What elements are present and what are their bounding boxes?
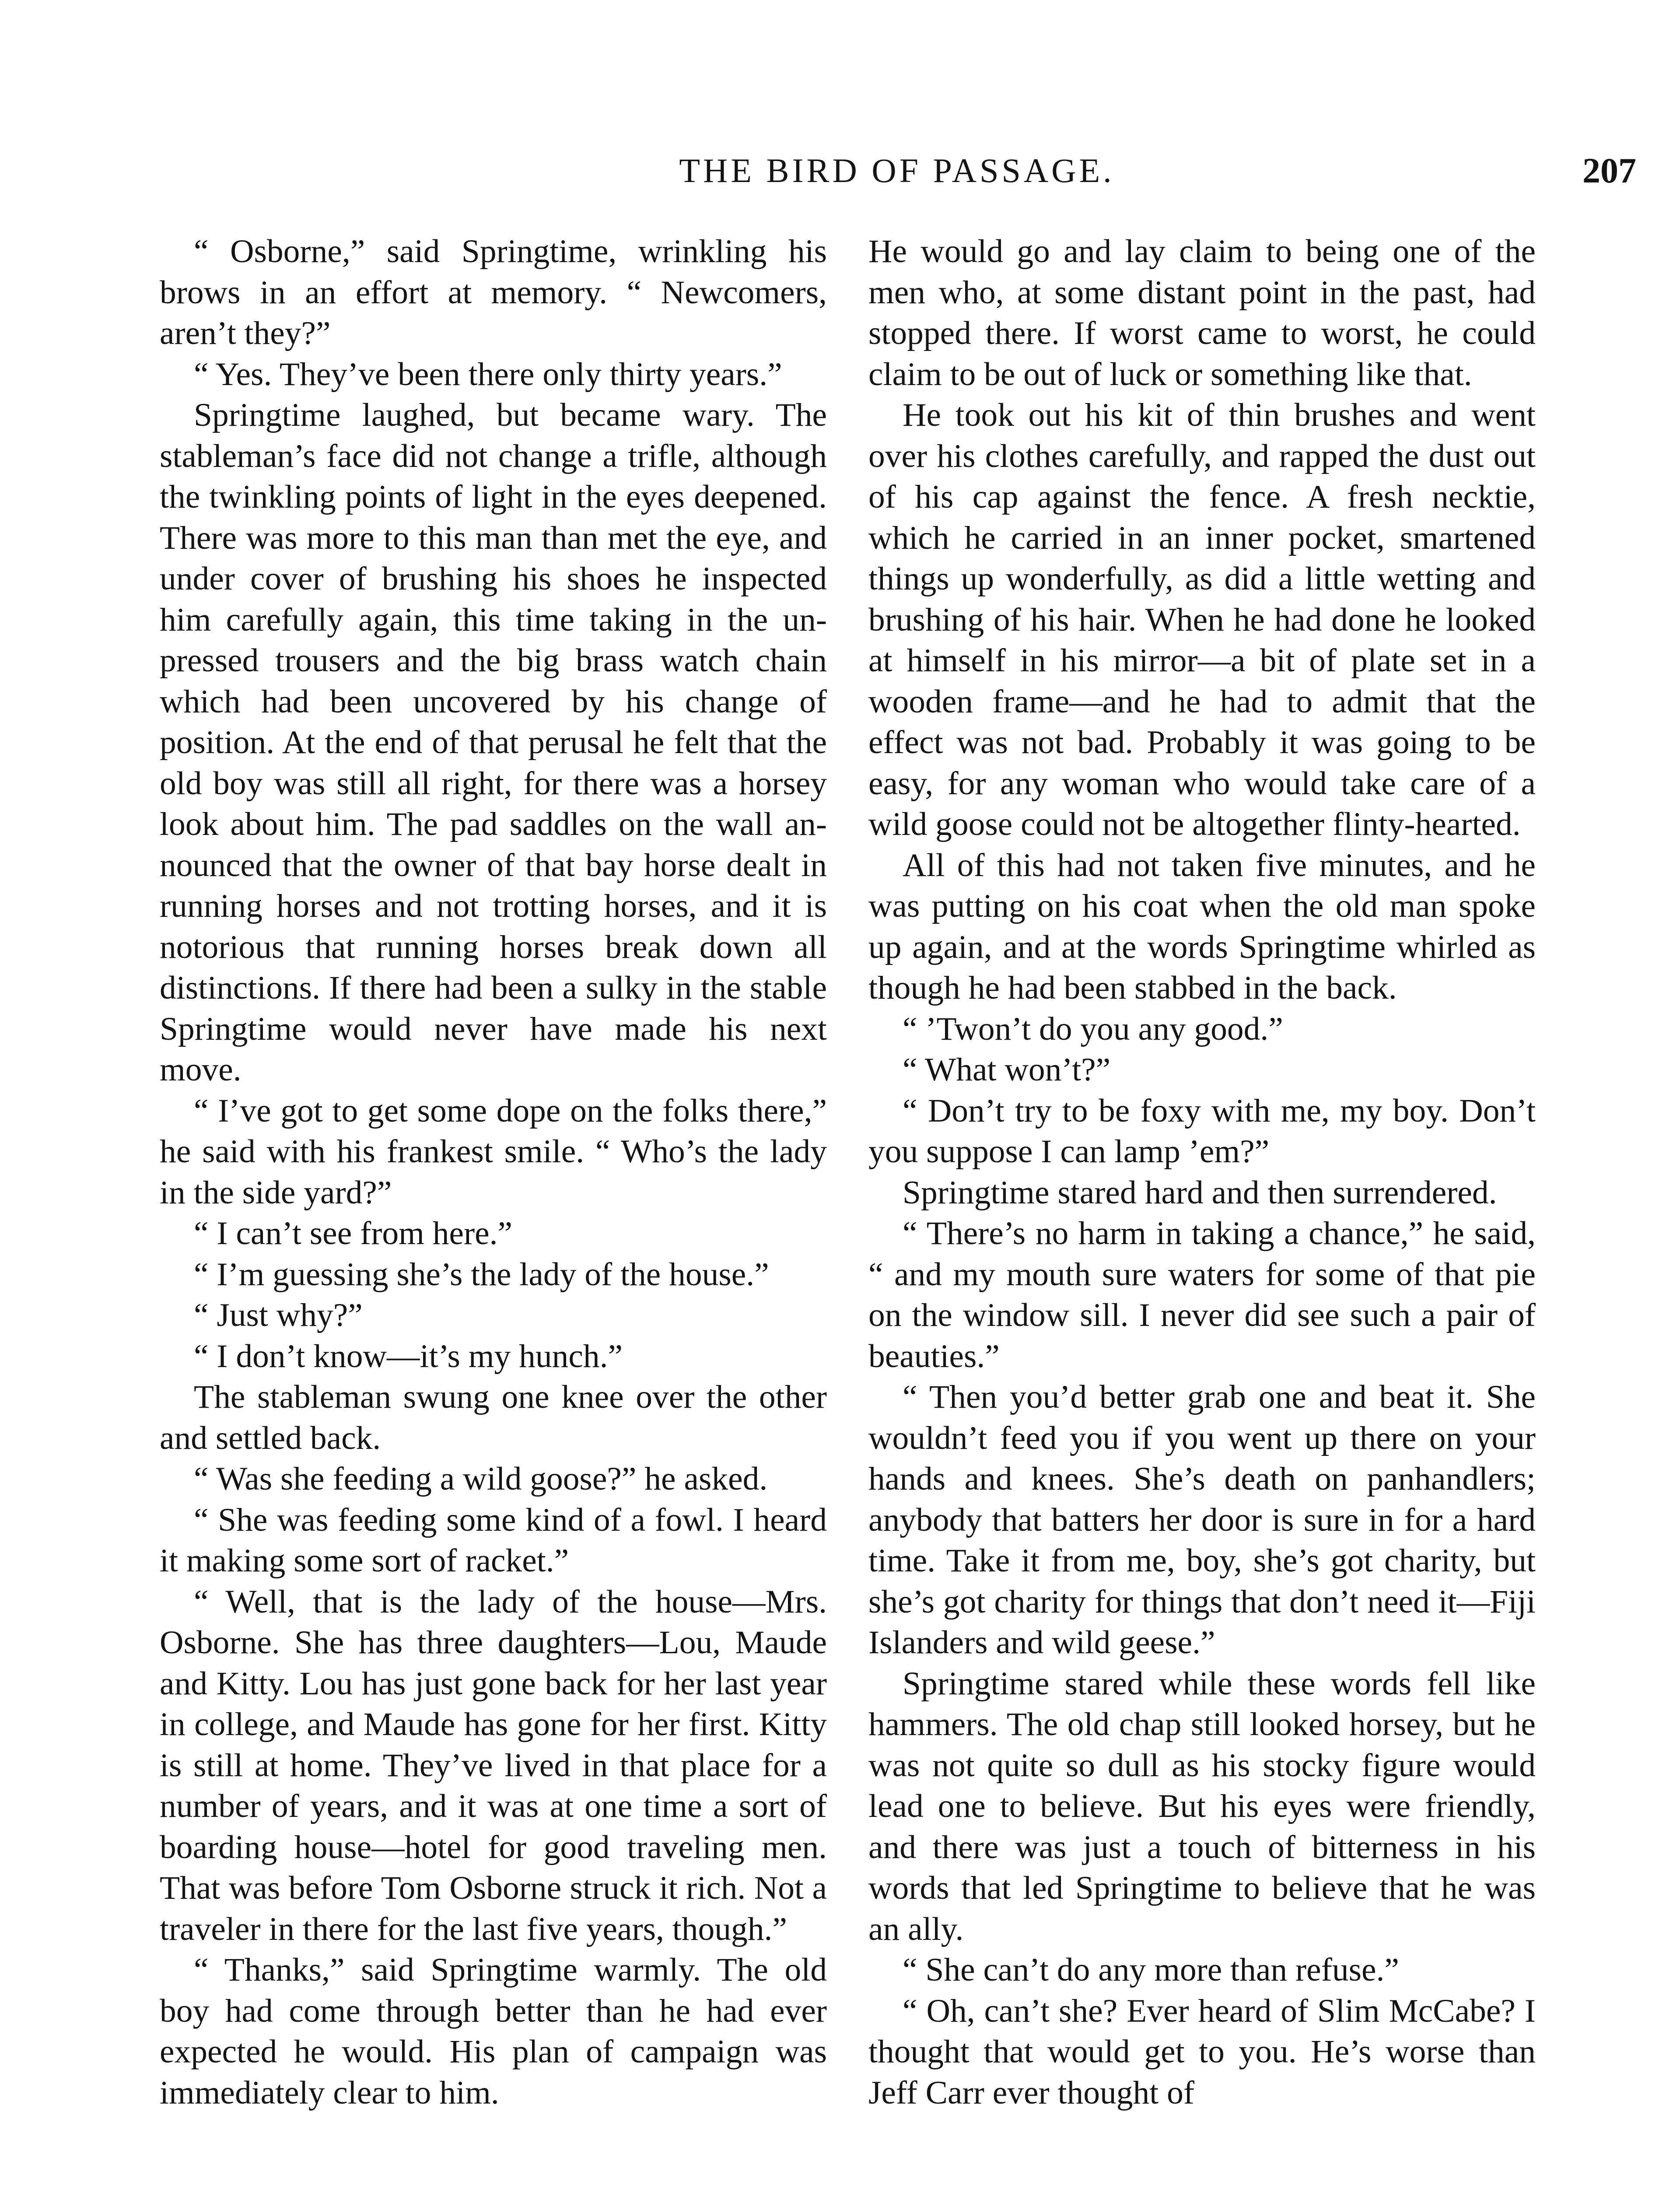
paragraph: “ Osborne,” said Springtime, wrinkling his brows in an effort at memory. “ Newcomers, aren’t they?” [160, 233, 827, 351]
paragraph: Springtime laughed, but became wary. The stableman’s face did not change a trifle, although the twinkling points of light in the eyes deepened. There was more to this man than met the eye, and under cover of brushing his shoes he inspected him carefully again, this time taking in the unpressed trousers and the big brass watch chain which had been uncovered by his change of position. At the end of that perusal he felt that the old boy was still all right, for there was a horsey look about him. The pad saddles on the wall announced that the owner of that bay horse dealt in running horses and not trotting horses, and it is notorious that running horses break down all distinctions. If there had been a sulky in the stable Springtime would never have made his next move. [160, 397, 827, 1088]
paragraph: “ She was feeding some kind of a fowl. I heard it making some sort of racket.” [160, 1501, 827, 1579]
paragraph: “ She can’t do any more than refuse.” [903, 1952, 1399, 1988]
continued-paragraph: He would go and lay claim to being one of the men who, at some distant point in the past, had stopped there. If worst came to worst, he could claim to be out of luck or something like that. [868, 233, 1536, 393]
paragraph: “ There’s no harm in taking a chance,” he said, “ and my mouth sure waters for some of that pie on the window sill. I never did see such a pair of beauties.” [868, 1215, 1536, 1375]
paragraph: Springtime stared while these words fell like hammers. The old chap still looked horsey, but he was not quite so dull as his stocky figure would lead one to believe. But his eyes were friendly, and there was just a touch of bitterness in his words that led Springtime to believe that he was an ally. [868, 1665, 1536, 1947]
right-column [868, 231, 1536, 2113]
paragraph: “ Oh, can’t she? Ever heard of Slim McCabe? I thought that would get to you. He’s worse than Jeff Carr ever thought of [868, 1992, 1536, 2111]
running-title: THE BIRD OF PASSAGE. [679, 151, 1115, 189]
paragraph: “ Was she feeding a wild goose?” he asked. [194, 1461, 768, 1497]
paragraph: “ What won’t?” [903, 1052, 1111, 1088]
paragraph: “ I’m guessing she’s the lady of the house.” [194, 1256, 769, 1293]
paragraph: “ I can’t see from here.” [194, 1215, 513, 1252]
left-column [160, 231, 827, 2113]
paragraph: “ I’ve got to get some dope on the folks there,” he said with his frankest smile. “ Who’s the lady in the side yard?” [160, 1092, 827, 1211]
paragraph: Springtime stared hard and then surrendered. [903, 1174, 1497, 1211]
paragraph: “ ’Twon’t do you any good.” [903, 1010, 1283, 1047]
paragraph: “ Well, that is the lady of the house—Mrs. Osborne. She has three daughters—Lou, Maude and Kitty. Lou has just gone back for her last year in college, and Maude has gone for her first. Kitty is still at home. They’ve lived in that place for a number of years, and it was at one time a sort of boarding house—hotel for good traveling men. That was before Tom Osborne struck it rich. Not a traveler in there for the last five years, though.” [160, 1583, 827, 1947]
page-number: 207 [1582, 151, 1636, 190]
running-head [158, 144, 1636, 197]
paragraph: He took out his kit of thin brushes and went over his clothes carefully, and rapped the dust out of his cap against the fence. A fresh necktie, which he carried in an inner pocket, smartened things up wonderfully, as did a little wetting and brushing of his hair. When he had done he looked at himself in his mirror—a bit of plate set in a wooden frame—and he had to admit that the effect was not bad. Probably it was going to be easy, for any woman who would take care of a wild goose could not be altogether flinty-hearted. [868, 397, 1536, 842]
paragraph: “ Just why?” [194, 1297, 363, 1333]
paragraph: “ Don’t try to be foxy with me, my boy. Don’t you suppose I can lamp ’em?” [868, 1092, 1536, 1170]
paragraph: “ Then you’d better grab one and beat it. She wouldn’t feed you if you went up there on your hands and knees. She’s death on panhandlers; anybody that batters her door is sure in for a hard time. Take it from me, boy, she’s got charity, but she’s got charity for things that don’t need it—Fiji Islanders and wild geese.” [868, 1379, 1536, 1661]
paragraph: “ I don’t know—it’s my hunch.” [194, 1338, 623, 1375]
paragraph: “ Thanks,” said Springtime warmly. The old boy had come through better than he had ever expected he would. His plan of campaign was immediately clear to him. [160, 1952, 827, 2111]
paragraph: All of this had not taken five minutes, and he was putting on his coat when the old man spoke up again, and at the words Springtime whirled as though he had been stabbed in the back. [868, 847, 1536, 1006]
paragraph: The stableman swung one knee over the other and settled back. [160, 1379, 827, 1456]
paragraph: “ Yes. They’ve been there only thirty years.” [194, 356, 782, 393]
